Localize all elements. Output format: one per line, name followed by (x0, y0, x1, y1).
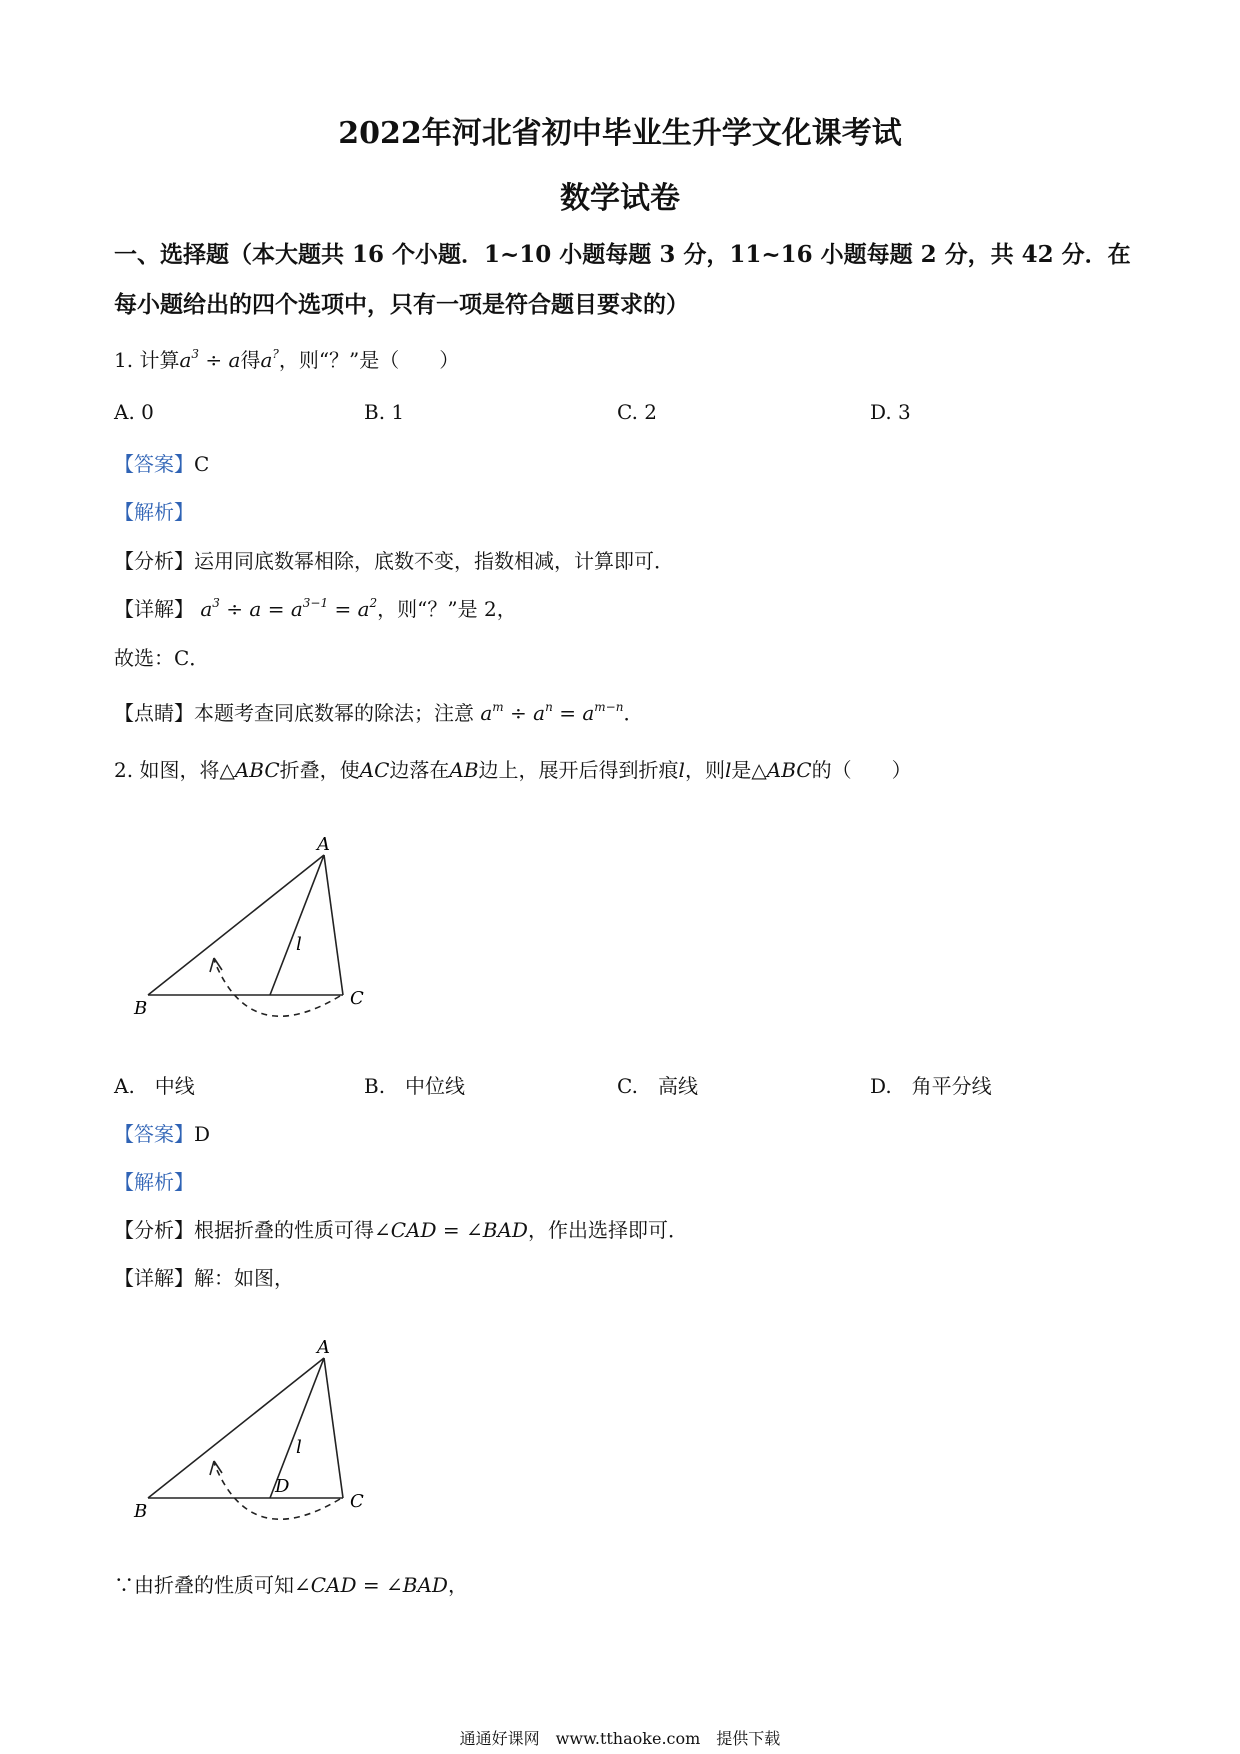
dianjing-tag: 【点睛】 (114, 701, 194, 725)
side-ac (324, 1358, 343, 1498)
q1-option-a: A. 0 (114, 400, 154, 424)
div-sign: ÷ (199, 348, 229, 372)
answer-tag: 【答案】 (114, 452, 194, 476)
math-ABC: ABC (766, 758, 812, 782)
div-sign: ÷ (503, 701, 534, 725)
arrow-head (210, 1461, 222, 1475)
math-ABC: ABC (234, 758, 280, 782)
arrow-head (210, 958, 222, 972)
exp: 3−1 (302, 596, 329, 610)
eq-sign: = (261, 597, 291, 621)
fenxi-text: ，作出选择即可． (527, 1218, 688, 1242)
q2-stem-part: 边上，展开后得到折痕 (478, 758, 679, 782)
q1-answer (114, 448, 209, 477)
answer-tag: 【答案】 (114, 1122, 194, 1146)
vertex-b-label: B (134, 1501, 148, 1522)
math-a: a (480, 701, 493, 725)
math-a: a (200, 597, 213, 621)
page-subtitle: 数学试卷 (560, 181, 680, 216)
math-a: a (179, 348, 192, 372)
triangle-figure (120, 820, 380, 1020)
q1-option-b: B. 1 (364, 400, 405, 424)
q1-fenxi (114, 545, 674, 574)
div-sign: ÷ (219, 597, 250, 621)
math-a: a (582, 701, 595, 725)
xiangjie-text: 解：如图， (194, 1266, 294, 1290)
angle-equation: ∠CAD = ∠BAD (294, 1573, 448, 1597)
because-text: ∵由折叠的性质可知 (114, 1573, 294, 1597)
answer-value: D (194, 1122, 211, 1146)
q2-stem-part: 的（ ） (811, 758, 912, 782)
math-l: l (724, 758, 732, 782)
math-a: a (533, 701, 546, 725)
q1-analysis-tag: 【解析】 (114, 500, 194, 524)
math-a: a (228, 348, 241, 372)
q1-xiangjie (114, 593, 517, 622)
q1-guxuan: 故选：C． (114, 646, 210, 670)
q2-xiangjie (114, 1262, 294, 1291)
dianjing-text: 本题考查同底数幂的除法；注意 (194, 701, 474, 725)
q2-option-b: B. 中位线 (364, 1074, 466, 1098)
page-title: 2022年河北省初中毕业生升学文化课考试 (338, 116, 902, 151)
section-heading-line2: 每小题给出的四个选项中，只有一项是符合题目要求的） (114, 291, 689, 318)
xiangjie-end: ，则“？”是 2， (377, 597, 517, 621)
q2-option-d: D. 角平分线 (870, 1074, 992, 1098)
q2-stem (114, 754, 912, 783)
q2-stem-part: 折叠，使 (279, 758, 360, 782)
vertex-c-label: C (350, 1491, 364, 1512)
exp: 3 (191, 347, 200, 361)
exp: 2 (369, 596, 378, 610)
math-AB: AB (449, 758, 479, 782)
q2-option-a: A. 中线 (114, 1074, 195, 1098)
q2-stem-part: 2. 如图，将△ (114, 758, 235, 782)
q1-option-d: D. 3 (870, 400, 911, 424)
vertex-b-label: B (134, 998, 148, 1019)
angle-equation: ∠CAD = ∠BAD (374, 1218, 528, 1242)
q2-because: ∵由折叠的性质可知∠CAD = ∠BAD， (114, 1573, 468, 1597)
q1-stem (114, 344, 459, 373)
fold-l-label: l (296, 934, 302, 955)
math-a: a (260, 348, 273, 372)
q2-analysis-tag: 【解析】 (114, 1170, 194, 1194)
vertex-a-label: A (317, 1337, 330, 1358)
q2-stem-part: ，则 (684, 758, 725, 782)
q1-option-c: C. 2 (617, 400, 658, 424)
math-a: a (290, 597, 303, 621)
xiangjie-tag: 【详解】 (114, 1266, 194, 1290)
q2-answer (114, 1118, 210, 1147)
q2-stem-part: 边落在 (389, 758, 450, 782)
q2-fenxi (114, 1214, 688, 1243)
fenxi-tag: 【分析】 (114, 1218, 194, 1242)
vertex-c-label: C (350, 988, 364, 1009)
exp: ? (272, 347, 279, 361)
point-d-label: D (275, 1476, 290, 1497)
exp: m−n (594, 700, 624, 714)
answer-value: C (194, 452, 210, 476)
fold-l-label: l (296, 1437, 302, 1458)
fenxi-text: 根据折叠的性质可得 (194, 1218, 374, 1242)
triangle-figure-solution (120, 1323, 380, 1523)
q2-stem-part: 是△ (731, 758, 767, 782)
eq-sign: = (328, 597, 358, 621)
math-a: a (249, 597, 262, 621)
q2-option-c: C. 高线 (617, 1074, 698, 1098)
exp: n (545, 700, 553, 714)
side-ac (324, 855, 343, 995)
fold-arc (214, 960, 340, 1016)
section-heading-line1: 一、选择题（本大题共 16 个小题．1~10 小题每题 3 分，11~16 小题每题 2 分，共 42 分．在 (114, 241, 1131, 268)
q1-stem-end: ，则“？”是（ ） (278, 348, 460, 372)
q1-stem-mid: 得 (240, 348, 261, 372)
exp: m (492, 700, 504, 714)
eq-sign: = (552, 701, 583, 725)
math-l: l (678, 758, 685, 782)
q1-num: 1. 计算 (114, 348, 180, 372)
q1-dianjing: 【点睛】本题考查同底数幂的除法；注意 $a^m \div a^n = a^{m-n}$． (114, 700, 644, 725)
math-a: a (357, 597, 370, 621)
footer: 通通好课网 www.tthaoke.com 提供下载 (459, 1729, 781, 1748)
fenxi-tag: 【分析】 (114, 549, 194, 573)
math-AC: AC (359, 758, 390, 782)
fenxi-text: 运用同底数幂相除，底数不变，指数相减，计算即可． (194, 549, 674, 573)
xiangjie-tag: 【详解】 (114, 597, 194, 621)
exp: 3 (212, 596, 220, 610)
vertex-a-label: A (317, 834, 330, 855)
